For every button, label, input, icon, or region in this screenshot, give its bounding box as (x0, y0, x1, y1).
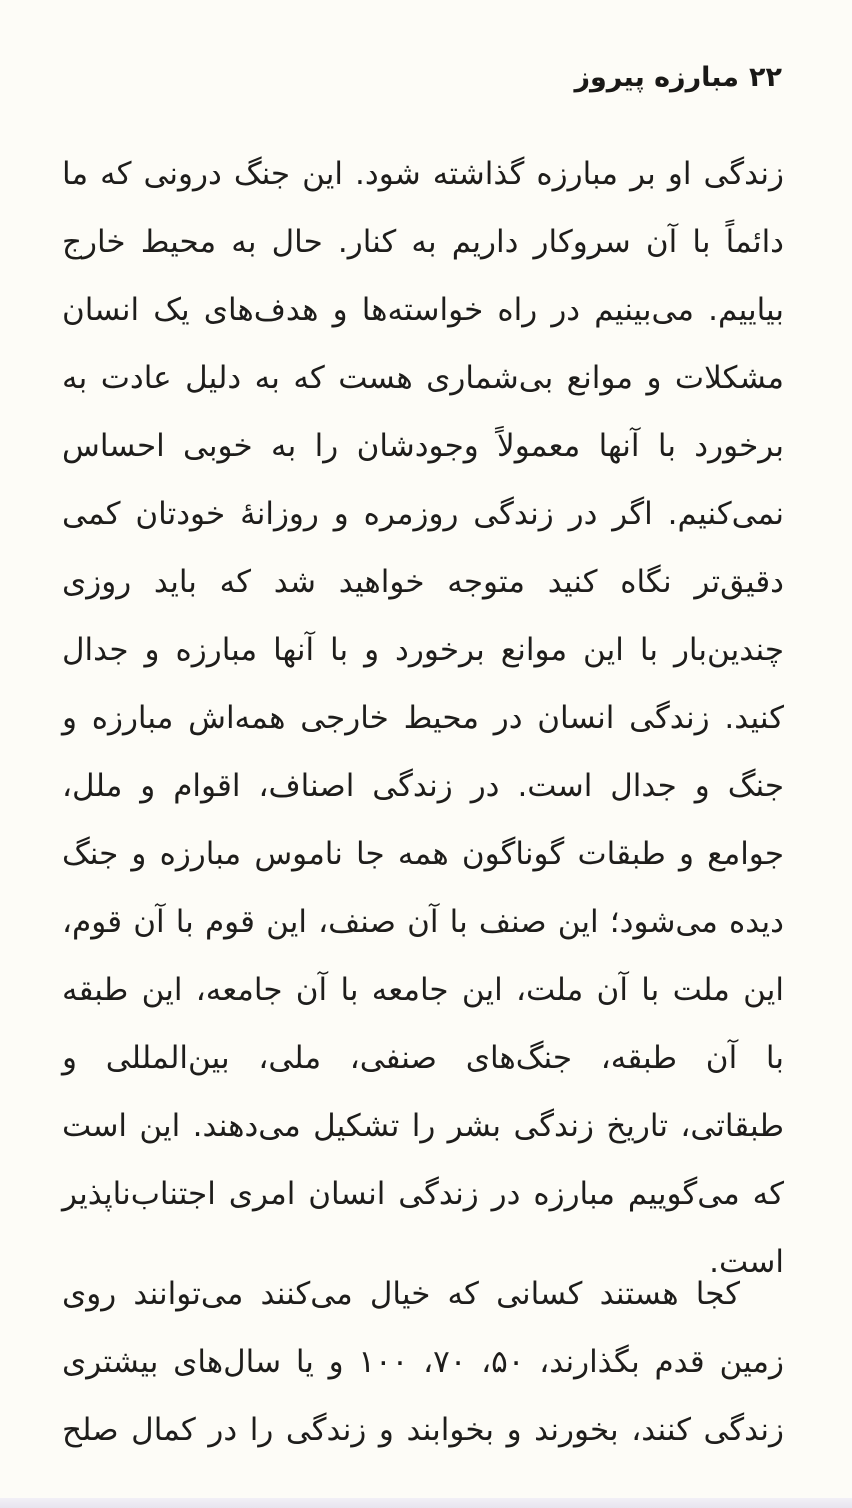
page-number: ۲۲ (749, 62, 782, 93)
text-line: با آن طبقه، جنگ‌های صنفی، ملی، بین‌المللی و (62, 1040, 784, 1076)
text-line: زمین قدم بگذارند، ۵۰، ۷۰، ۱۰۰ و یا سال‌های بیشتری (62, 1344, 784, 1380)
paragraph-1 (62, 140, 784, 1296)
text-line: بیاییم. می‌بینیم در راه خواسته‌ها و هدف‌های یک انسان (62, 292, 784, 328)
text-line: کنید. زندگی انسان در محیط خارجی همه‌اش مبارزه و (62, 700, 784, 736)
page-bottom-edge (0, 1498, 852, 1508)
text-line: مشکلات و موانع بی‌شماری هست که به دلیل عادت به (62, 360, 784, 396)
text-line: دقیق‌تر نگاه کنید متوجه خواهید شد که باید روزی (62, 564, 784, 600)
text-line: جوامع و طبقات گوناگون همه جا ناموس مبارزه و جنگ (62, 836, 784, 872)
text-line: طبقاتی، تاریخ زندگی بشر را تشکیل می‌دهند. این است (62, 1108, 784, 1144)
running-header (574, 62, 782, 93)
text-line: کجا هستند کسانی که خیال می‌کنند می‌توانند روی (62, 1276, 740, 1312)
text-line: دیده می‌شود؛ این صنف با آن صنف، این قوم با آن قوم، (62, 904, 784, 940)
text-line: دائماً با آن سروکار داریم به کنار. حال به محیط خارج (62, 224, 784, 260)
paragraph-2 (62, 1260, 784, 1464)
text-line: نمی‌کنیم. اگر در زندگی روزمره و روزانهٔ خودتان کمی (62, 496, 784, 532)
book-title: مبارزه پیروز (574, 62, 740, 93)
text-line: زندگی کنند، بخورند و بخوابند و زندگی را در کمال صلح (62, 1412, 784, 1448)
text-line: زندگی او بر مبارزه گذاشته شود. این جنگ درونی که ما (62, 156, 784, 192)
text-line: است. (709, 1244, 784, 1280)
text-line: که می‌گوییم مبارزه در زندگی انسان امری اجتناب‌ناپذیر (62, 1176, 784, 1212)
text-line: این ملت با آن ملت، این جامعه با آن جامعه، این طبقه (62, 972, 784, 1008)
text-line: چندین‌بار با این موانع برخورد و با آنها مبارزه و جدال (62, 632, 784, 668)
text-line: برخورد با آنها معمولاً وجودشان را به خوبی احساس (62, 428, 784, 464)
text-line: جنگ و جدال است. در زندگی اصناف، اقوام و ملل، (62, 768, 784, 804)
